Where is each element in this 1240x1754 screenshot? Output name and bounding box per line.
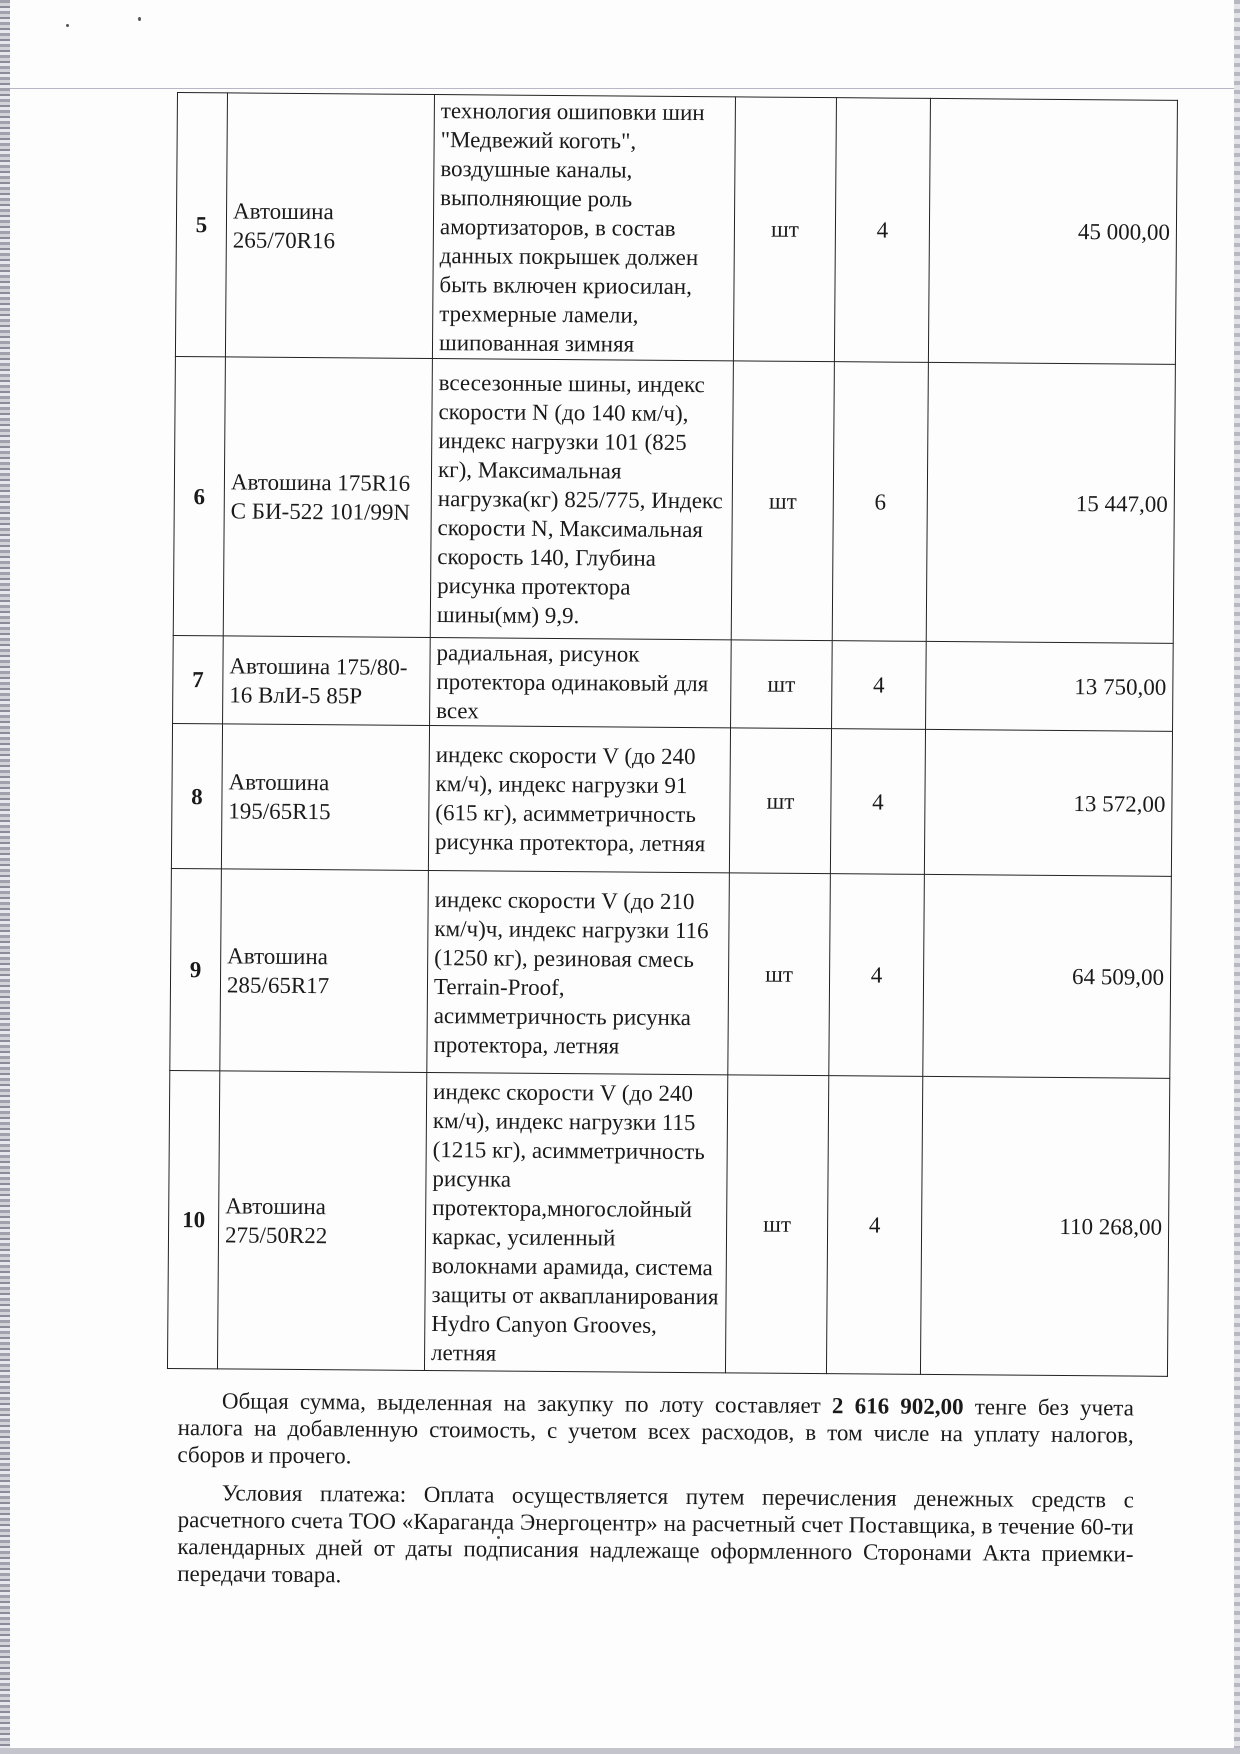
item-quantity: 4 xyxy=(826,1076,922,1375)
row-number: 5 xyxy=(175,93,227,357)
item-specification: радиальная, рисунок протектора одинаковый для всех xyxy=(430,638,732,728)
scan-edge-left xyxy=(0,0,10,1754)
table-row xyxy=(175,93,1177,365)
item-quantity: 4 xyxy=(834,98,930,363)
table-row xyxy=(173,635,1174,731)
item-price: 15 447,00 xyxy=(926,362,1175,643)
item-unit: шт xyxy=(731,640,833,729)
row-number: 7 xyxy=(173,635,224,723)
item-quantity: 6 xyxy=(832,362,928,642)
item-specification: индекс скорости V (до 240 км/ч), индекс нагрузки 91 (615 кг), асимметричность рисунка протектора, летняя xyxy=(428,726,730,873)
item-name: Автошина 275/50R22 xyxy=(217,1071,426,1371)
item-name: Автошина 175R16 С БИ-522 101/99N xyxy=(223,357,432,638)
item-quantity: 4 xyxy=(832,641,927,730)
total-paragraph xyxy=(177,1387,1134,1476)
scan-edge-right xyxy=(1234,0,1240,1754)
item-unit: шт xyxy=(728,873,831,1076)
scan-speck xyxy=(138,17,141,21)
item-specification: всесезонные шины, индекс скорости N (до 140 км/ч), индекс нагрузки 101 (825 кг), Максимальная нагрузка(кг) 825/775, Индекс скорости N, Максимальная скорость 140, Глубина рисунка протектора шины(мм) 9,9. xyxy=(430,359,733,640)
items-table xyxy=(167,92,1178,1377)
item-unit: шт xyxy=(731,361,834,641)
item-specification: технология ошиповки шин "Медвежий коготь", воздушные каналы, выполняющие роль амортизаторов, в состав данных покрышек должен быть включен криосилан, трехмерные ламели, шипованная зимняя xyxy=(432,95,735,361)
item-specification: индекс скорости V (до 210 км/ч)ч, индекс нагрузки 116 (1250 кг), резиновая смесь Terrain-Proof, асимметричность рисунка протектора, летняя xyxy=(427,870,730,1074)
total-prefix: Общая сумма, выделенная на закупку по лоту составляет xyxy=(221,1388,833,1419)
item-unit: шт xyxy=(725,1075,828,1374)
item-price: 13 750,00 xyxy=(926,641,1174,731)
item-price: 110 268,00 xyxy=(920,1076,1169,1376)
payment-paragraph xyxy=(177,1479,1134,1595)
table-row xyxy=(173,356,1175,643)
total-suffix: тенге без учета налога на добавленную стоимость, с учетом всех расходов, в том числе на уплату налогов, сборов и прочего. xyxy=(177,1394,1134,1469)
scan-speck xyxy=(66,24,69,27)
row-number: 6 xyxy=(173,356,225,635)
item-specification: индекс скорости V (до 240 км/ч), индекс нагрузки 115 (1215 кг), асимметричность рисунка протектора,многослойный каркас, усиленный волокнами арамида, система защиты от аквапланирования Hydro Canyon Grooves, летняя xyxy=(424,1072,727,1372)
item-name: Автошина 195/65R15 xyxy=(221,724,429,871)
payment-terms: Условия платежа: Оплата осуществляется путем перечисления денежных средств с расчетного счета ТОО «Караганда Энергоцентр» на расчетный счет Поставщика, в течение 60-ти календарных дней от даты подписания надлежаще оформленного Сторонами Акта приемки-передачи товара. xyxy=(177,1480,1134,1588)
item-quantity: 4 xyxy=(829,874,925,1077)
table-row xyxy=(167,1070,1169,1376)
table-row xyxy=(171,723,1172,876)
item-quantity: 4 xyxy=(830,729,925,875)
item-unit: шт xyxy=(729,728,831,874)
scan-edge-bottom xyxy=(0,1748,1240,1754)
row-number: 9 xyxy=(170,868,222,1070)
item-name: Автошина 265/70R16 xyxy=(225,93,434,359)
row-number: 8 xyxy=(171,723,222,868)
item-price: 64 509,00 xyxy=(923,874,1172,1078)
scan-fold-line xyxy=(10,88,1234,89)
item-price: 13 572,00 xyxy=(924,729,1172,876)
items-table-body xyxy=(167,93,1177,1377)
item-name: Автошина 175/80-16 ВлИ-5 85Р xyxy=(223,636,431,726)
total-amount: 2 616 902,00 xyxy=(831,1393,964,1420)
row-number: 10 xyxy=(167,1070,219,1368)
table-row xyxy=(170,868,1172,1078)
item-unit: шт xyxy=(733,97,836,362)
item-name: Автошина 285/65R17 xyxy=(220,869,429,1073)
item-price: 45 000,00 xyxy=(928,98,1177,364)
